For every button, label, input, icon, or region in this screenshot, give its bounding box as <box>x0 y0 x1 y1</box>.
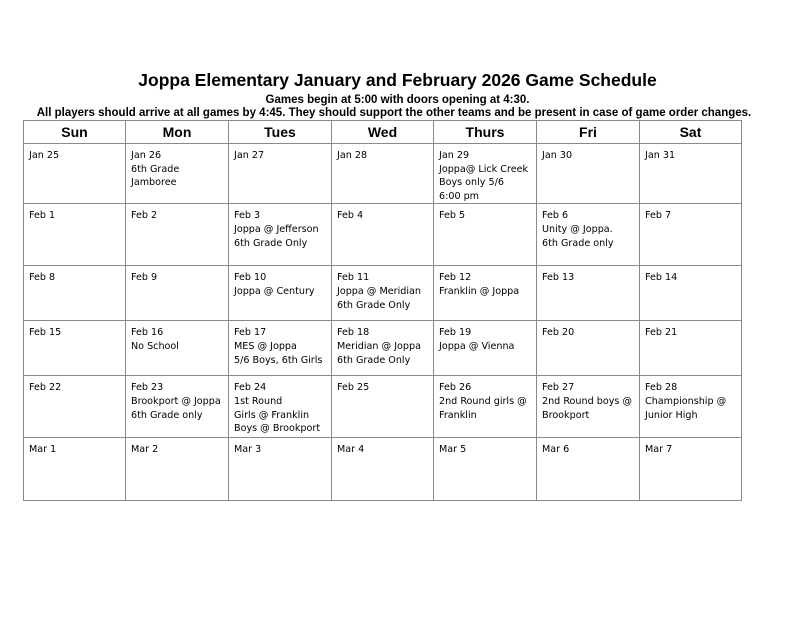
day-cell <box>332 144 434 204</box>
day-cell <box>332 321 434 376</box>
day-cell <box>229 376 332 438</box>
day-cell <box>640 266 742 321</box>
date-label: Feb 27 <box>542 382 575 394</box>
week-row <box>24 438 742 501</box>
date-label: Feb 13 <box>542 272 575 284</box>
date-label: Feb 11 <box>337 272 370 284</box>
date-label: Feb 15 <box>29 327 62 339</box>
date-label: Feb 18 <box>337 327 370 339</box>
date-label: Mar 3 <box>234 444 262 456</box>
date-label: Jan 28 <box>337 150 368 161</box>
event-text: 6th Grade Only <box>337 354 411 366</box>
day-cell <box>126 204 229 266</box>
date-label: Jan 29 <box>439 150 470 161</box>
date-label: Feb 17 <box>234 327 267 339</box>
date-label: Feb 1 <box>29 210 56 222</box>
date-label: Jan 27 <box>234 150 265 161</box>
day-cell <box>126 321 229 376</box>
event-text: Franklin @ Joppa <box>439 285 520 297</box>
event-text: Brookport <box>542 409 590 421</box>
day-header-tues: Tues <box>229 121 332 144</box>
event-text: Joppa @ Century <box>234 285 315 297</box>
week-row <box>24 144 742 204</box>
date-label: Feb 7 <box>645 210 672 222</box>
day-cell <box>332 266 434 321</box>
week-row <box>24 204 742 266</box>
day-cell <box>434 144 537 204</box>
event-text: Meridian @ Joppa <box>337 340 421 352</box>
date-label: Mar 1 <box>29 444 57 456</box>
day-header-fri: Fri <box>537 121 640 144</box>
date-label: Feb 14 <box>645 272 678 284</box>
event-text: 5/6 Boys, 6th Girls <box>234 354 323 366</box>
day-cell <box>229 204 332 266</box>
event-text: 6th Grade only <box>542 237 614 249</box>
day-cell <box>537 438 640 501</box>
day-cell <box>434 438 537 501</box>
event-text: 6th Grade Only <box>337 299 411 311</box>
event-text: No School <box>131 340 179 352</box>
date-label: Feb 23 <box>131 382 164 394</box>
event-text: Joppa @ Jefferson <box>234 223 319 235</box>
day-cell <box>24 438 126 501</box>
event-text: Jamboree <box>131 177 177 189</box>
day-cell <box>126 144 229 204</box>
day-cell <box>24 144 126 204</box>
date-label: Feb 2 <box>131 210 158 222</box>
day-cell <box>24 321 126 376</box>
date-label: Feb 8 <box>29 272 56 284</box>
arrival-notice: All players should arrive at all games by 4:45. They should support the other teams and be present in case of game order changes. <box>36 107 752 119</box>
date-label: Feb 16 <box>131 327 164 339</box>
day-cell <box>537 266 640 321</box>
day-cell <box>24 266 126 321</box>
day-cell <box>537 204 640 266</box>
event-text: 6th Grade Only <box>234 237 308 249</box>
day-cell <box>126 376 229 438</box>
day-cell <box>640 144 742 204</box>
day-cell <box>332 438 434 501</box>
event-text: 1st Round <box>234 395 283 407</box>
day-cell <box>640 321 742 376</box>
day-cell <box>332 204 434 266</box>
date-label: Feb 26 <box>439 382 472 394</box>
date-label: Feb 28 <box>645 382 678 394</box>
week-row <box>24 266 742 321</box>
day-cell <box>640 204 742 266</box>
date-label: Mar 6 <box>542 444 570 456</box>
page-title: Joppa Elementary January and February 2026 Game Schedule <box>138 70 657 90</box>
day-cell <box>434 266 537 321</box>
date-label: Mar 7 <box>645 444 673 456</box>
date-label: Feb 5 <box>439 210 466 222</box>
day-cell <box>537 144 640 204</box>
date-label: Feb 12 <box>439 272 472 284</box>
event-text: Boys @ Brookport <box>234 423 321 435</box>
event-text: Franklin <box>439 409 477 421</box>
day-header-wed: Wed <box>332 121 434 144</box>
date-label: Feb 9 <box>131 272 158 284</box>
day-cell <box>24 376 126 438</box>
event-text: Championship @ <box>645 395 727 407</box>
schedule-calendar <box>23 120 742 501</box>
day-header-sat: Sat <box>640 121 742 144</box>
date-label: Mar 5 <box>439 444 467 456</box>
day-cell <box>640 376 742 438</box>
date-label: Mar 4 <box>337 444 365 456</box>
day-cell <box>126 438 229 501</box>
event-text: Girls @ Franklin <box>234 409 310 421</box>
date-label: Mar 2 <box>131 444 159 456</box>
day-header-mon: Mon <box>126 121 229 144</box>
day-cell <box>434 204 537 266</box>
day-cell <box>126 266 229 321</box>
date-label: Feb 22 <box>29 382 62 394</box>
event-text: MES @ Joppa <box>234 340 297 352</box>
date-label: Jan 30 <box>542 150 573 161</box>
day-cell <box>229 321 332 376</box>
date-label: Jan 31 <box>645 150 676 161</box>
day-cell <box>229 144 332 204</box>
date-label: Feb 3 <box>234 210 261 222</box>
day-header-thurs: Thurs <box>434 121 537 144</box>
event-text: Boys only 5/6 <box>439 177 504 189</box>
day-cell <box>229 266 332 321</box>
week-row <box>24 321 742 376</box>
date-label: Feb 25 <box>337 382 370 394</box>
day-cell <box>640 438 742 501</box>
event-text: Brookport @ Joppa <box>131 395 221 407</box>
date-label: Feb 6 <box>542 210 569 222</box>
date-label: Feb 20 <box>542 327 575 339</box>
date-label: Feb 4 <box>337 210 364 222</box>
schedule-subtitle: Games begin at 5:00 with doors opening at 4:30. <box>265 94 530 106</box>
date-label: Feb 10 <box>234 272 267 284</box>
date-label: Feb 21 <box>645 327 678 339</box>
day-cell <box>229 438 332 501</box>
day-cell <box>537 321 640 376</box>
day-cell <box>434 321 537 376</box>
event-text: 6:00 pm <box>439 190 480 202</box>
week-row <box>24 376 742 438</box>
day-cell <box>24 204 126 266</box>
event-text: Joppa @ Vienna <box>439 340 515 352</box>
event-text: Junior High <box>645 409 698 421</box>
day-header-sun: Sun <box>24 121 126 144</box>
weekday-header-row <box>24 121 742 144</box>
date-label: Jan 25 <box>29 150 60 161</box>
event-text: 2nd Round boys @ <box>542 395 633 407</box>
day-cell <box>434 376 537 438</box>
date-label: Jan 26 <box>131 150 162 161</box>
event-text: 6th Grade <box>131 163 180 175</box>
event-text: Unity @ Joppa. <box>542 223 613 235</box>
event-text: Joppa@ Lick Creek <box>439 163 529 175</box>
date-label: Feb 24 <box>234 382 267 394</box>
date-label: Feb 19 <box>439 327 472 339</box>
event-text: 6th Grade only <box>131 409 203 421</box>
event-text: 2nd Round girls @ <box>439 395 527 407</box>
event-text: Joppa @ Meridian <box>337 285 421 297</box>
day-cell <box>332 376 434 438</box>
day-cell <box>537 376 640 438</box>
